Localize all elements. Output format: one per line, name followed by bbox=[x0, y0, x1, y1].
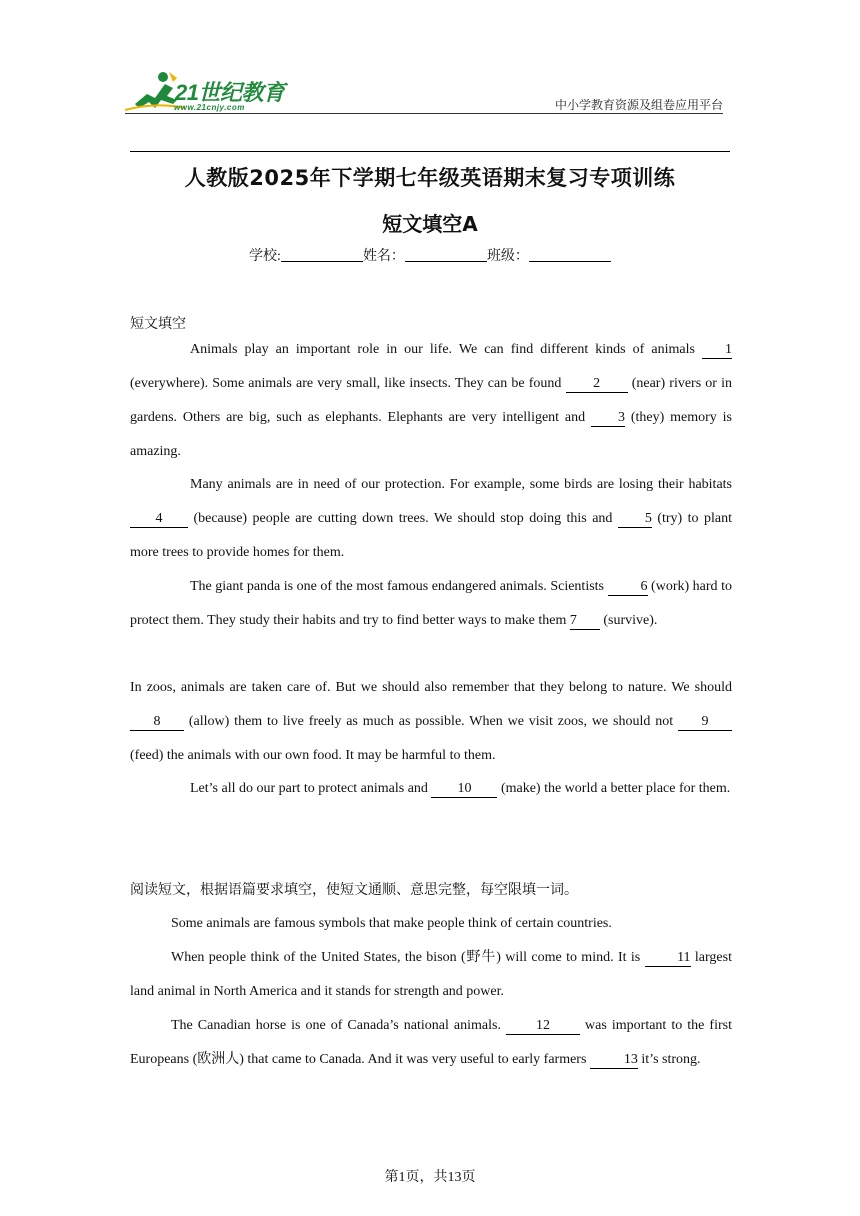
section2-paragraph-3: The Canadian horse is one of Canada’s national animals. 12 was important to the first Europeans (欧洲人) that came to Canada. And it was very useful to early farmers 13 it’s strong. bbox=[130, 1018, 732, 1067]
blank-1[interactable]: 1 bbox=[702, 342, 732, 359]
blank-11[interactable]: 11 bbox=[645, 950, 691, 967]
blank-8[interactable]: 8 bbox=[130, 714, 184, 731]
section2-paragraph-1: Some animals are famous symbols that make people think of certain countries. bbox=[171, 916, 612, 931]
title-divider bbox=[130, 151, 730, 152]
name-blank[interactable] bbox=[405, 247, 487, 262]
paragraph-5: Let’s all do our part to protect animals and 10 (make) the world a better place for them. bbox=[190, 781, 731, 796]
blank-5[interactable]: 5 bbox=[618, 511, 652, 528]
page-footer: 第1页，共13页 bbox=[384, 1170, 476, 1185]
blank-10[interactable]: 10 bbox=[431, 781, 497, 798]
school-blank[interactable] bbox=[281, 247, 363, 262]
header-divider bbox=[125, 113, 723, 114]
section-heading: 短文填空 bbox=[130, 316, 186, 332]
page-title: 人教版2025年下学期七年级英语期末复习专项训练 bbox=[184, 166, 676, 190]
page-subtitle: 短文填空A bbox=[382, 212, 478, 236]
paragraph-3: The giant panda is one of the most famous endangered animals. Scientists 6 (work) hard to protect them. They study their habits and try to find better ways to make them 7 (survive). bbox=[130, 579, 732, 628]
section2-instruction: 阅读短文，根据语篇要求填空，使短文通顺、意思完整，每空限填一词。 bbox=[130, 883, 578, 898]
name-label: 姓名： bbox=[362, 249, 405, 264]
blank-2[interactable]: 2 bbox=[566, 376, 628, 393]
class-label: 班级： bbox=[486, 249, 529, 264]
school-label: 学校: bbox=[249, 249, 281, 264]
paragraph-2: Many animals are in need of our protection. For example, some birds are losing their habitats 4 (because) people are cutting down trees. We should stop doing this and 5 (try) to plant more trees to provide homes for them. bbox=[130, 477, 732, 560]
blank-6[interactable]: 6 bbox=[608, 579, 648, 596]
blank-12[interactable]: 12 bbox=[506, 1018, 580, 1035]
student-info bbox=[0, 245, 860, 265]
blank-9[interactable]: 9 bbox=[678, 714, 732, 731]
logo-url: www.21cnjy.com bbox=[174, 103, 245, 112]
logo-text: 21世纪教育 bbox=[175, 80, 285, 105]
blank-13[interactable]: 13 bbox=[590, 1052, 638, 1069]
paragraph-1: Animals play an important role in our life. We can find different kinds of animals 1 (everywhere). Some animals are very small, like insects. They can be found 2 (near) rivers or in gardens. Others are big, such as elephants. Elephants are very intelligent and 3 (they) memory is amazing. bbox=[130, 342, 733, 459]
section2-paragraph-2: When people think of the United States, the bison (野牛) will come to mind. It is 11 largest land animal in North America and it stands for strength and power. bbox=[130, 950, 732, 999]
paragraph-4: In zoos, animals are taken care of. But we should also remember that they belong to nature. We should 8 (allow) them to live freely as much as possible. When we visit zoos, we should not 9 (feed) the animals with our own food. It may be harmful to them. bbox=[130, 680, 732, 763]
blank-3[interactable]: 3 bbox=[591, 410, 625, 427]
class-blank[interactable] bbox=[529, 247, 611, 262]
platform-label: 中小学教育资源及组卷应用平台 bbox=[554, 98, 723, 112]
blank-4[interactable]: 4 bbox=[130, 511, 188, 528]
blank-7[interactable]: 7 bbox=[570, 613, 600, 630]
